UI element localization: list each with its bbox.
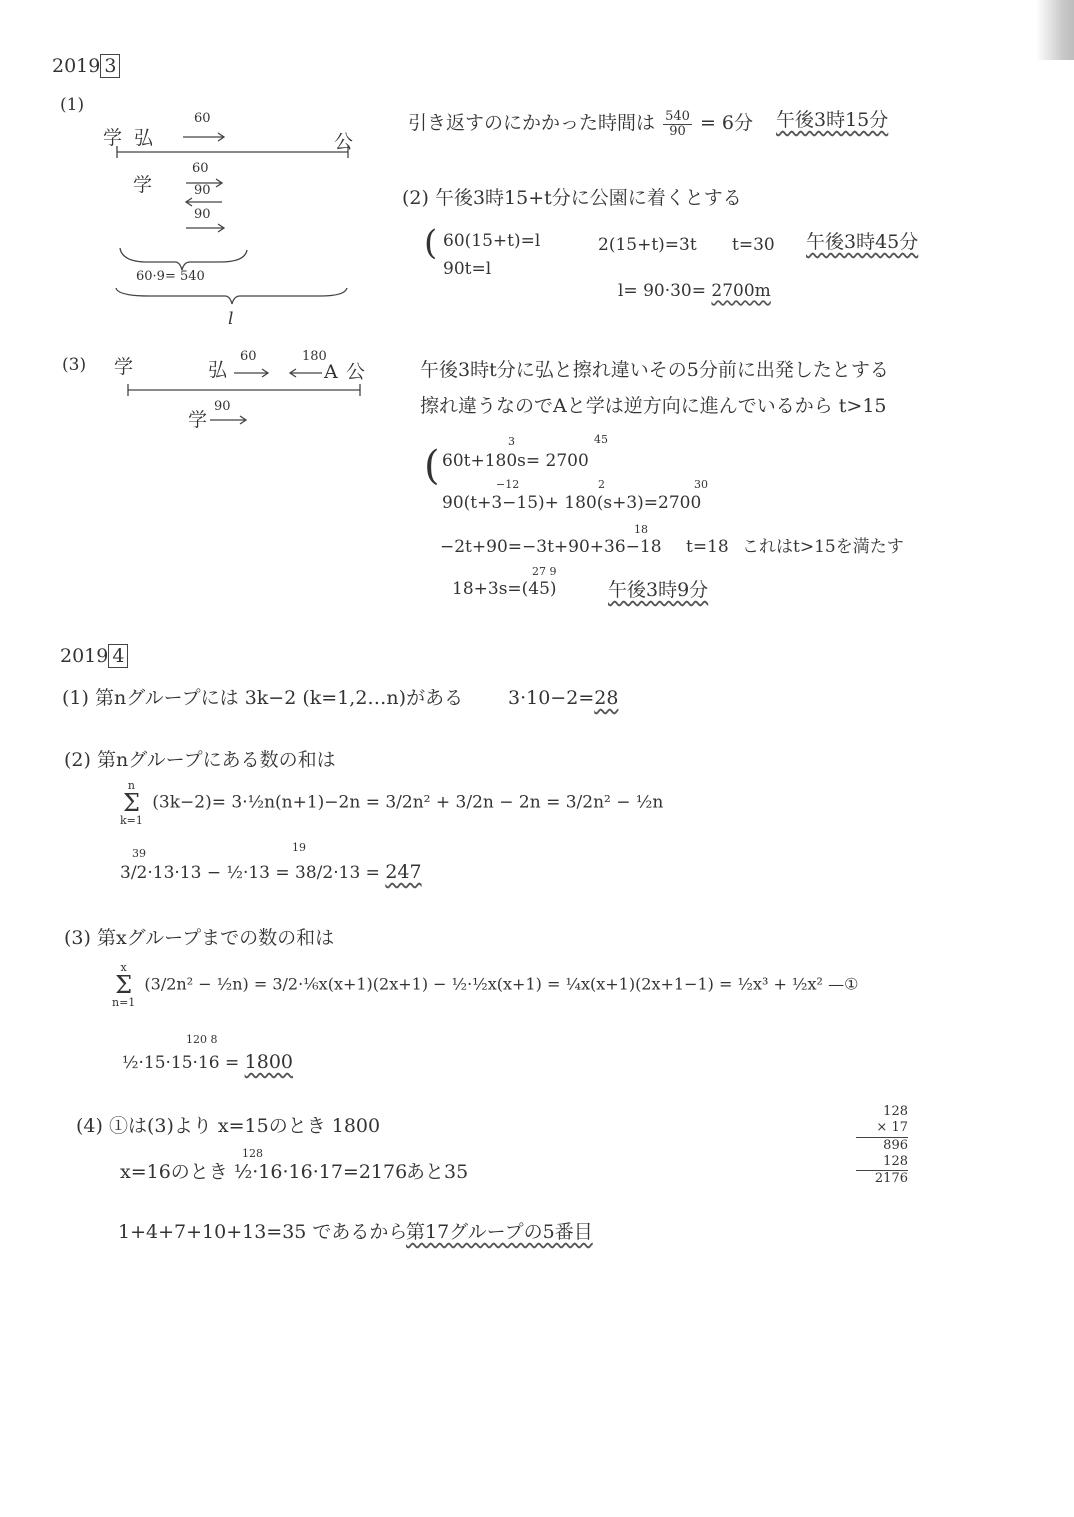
s3-p1-arrow-r60 xyxy=(186,179,222,187)
s3-p3-eq2-note30: 30 xyxy=(694,478,708,491)
s4-p1-text: (1) 第nグループには 3k−2 (k=1,2…n)がある xyxy=(62,687,464,709)
s4-p1-calc-line xyxy=(508,688,618,710)
s4-p2-answer: 247 xyxy=(385,861,422,883)
s4-p2-eq-line xyxy=(120,780,663,826)
s3-p1-fraction xyxy=(663,110,692,138)
s3-p3-label: (3) xyxy=(62,355,87,375)
s3-p2-eq2: 90t=l xyxy=(443,259,492,279)
s4-p3-eq-ref: —① xyxy=(828,974,859,994)
section-3-number: 3 xyxy=(100,54,120,78)
s3-p1-diag-hiro: 弘 xyxy=(134,127,154,149)
s3-p1-brace-small xyxy=(120,248,247,270)
s3-p3-diag-gaku-2: 学 xyxy=(188,409,208,431)
s4-p2-calc-line xyxy=(120,862,422,884)
s4-p3-sigma-bottom: n=1 xyxy=(112,996,136,1009)
s4-p4-line3: 1+4+7+10+13=35 であるから xyxy=(118,1221,408,1243)
s4-p4-line1: (4) ①は(3)より x=15のとき 1800 xyxy=(76,1115,381,1137)
s3-p2-brace: ( xyxy=(424,223,438,263)
mult-row: × 17 xyxy=(856,1120,908,1137)
s3-p2-eq1: 60(15+t)=l xyxy=(443,231,541,251)
s3-p1-brace-large xyxy=(116,288,347,304)
s4-p4-answer: 第17グループの5番目 xyxy=(406,1221,593,1243)
s4-p4-line2-note: 128 xyxy=(242,1147,263,1160)
s4-p1-answer: 28 xyxy=(594,687,619,709)
s3-p1-arrow-60 xyxy=(183,133,224,141)
s3-p1-frac-num: 540 xyxy=(665,109,690,124)
s4-p2-sigma-top: n xyxy=(127,779,135,792)
s3-p1-label: (1) xyxy=(60,95,85,115)
s3-p1-answer: 午後3時15分 xyxy=(776,109,889,131)
s4-p3-answer: 1800 xyxy=(244,1051,293,1073)
s4-p4-line2: x=16のとき ½·16·16·17=2176 xyxy=(120,1161,408,1183)
s3-p1-diag-gaku-2: 学 xyxy=(133,174,153,196)
s4-p1-calc: 3·10−2= xyxy=(508,687,595,709)
s3-p3-eq2-note2: 2 xyxy=(598,478,605,491)
s3-p1-arrow-r90b xyxy=(186,224,224,232)
s3-p3-diag-90: 90 xyxy=(214,399,231,414)
s3-p1-text: 引き返すのにかかった時間は xyxy=(408,112,656,135)
s3-p3-eq2-note-m12: −12 xyxy=(496,478,520,491)
s3-p3-diag-hiro: 弘 xyxy=(208,359,228,381)
section-4-header xyxy=(60,646,128,668)
s3-p2-text: (2) 午後3時15+t分に公園に着くとする xyxy=(402,187,742,209)
s4-p3-sigma-top: x xyxy=(120,961,127,974)
s4-p4-line2-rest: あと35 xyxy=(406,1161,469,1183)
s3-p3-arrow-180 xyxy=(290,369,322,377)
s3-p3-arrow-90 xyxy=(210,416,246,424)
s3-p3-diag-A: A xyxy=(324,361,338,383)
s3-p3-line1: 午後3時t分に弘と擦れ違いその5分前に出発したとする xyxy=(420,359,889,381)
s3-p3-diag-180: 180 xyxy=(302,349,327,364)
s3-p1-diag-return-90b: 90 xyxy=(194,207,211,222)
s3-p3-eq3-t: t=18 xyxy=(686,537,729,557)
s4-p2-eq: (3k−2)= 3·½n(n+1)−2n = 3/2n² + 3/2n − 2n = 3/2n² − ½n xyxy=(152,792,664,813)
s3-p3-arrow-60 xyxy=(234,369,268,377)
s3-p3-eq3-note18: 18 xyxy=(634,523,648,536)
s3-p3-brace: ( xyxy=(424,443,440,489)
s3-p2-l-answer: 2700m xyxy=(711,281,771,301)
s3-p3-eq1-note3: 3 xyxy=(508,435,515,448)
s3-p1-line xyxy=(408,110,753,138)
s3-p1-diag-speed-60: 60 xyxy=(194,111,211,126)
s4-p3-eq: (3/2n² − ½n) = 3/2·⅙x(x+1)(2x+1) − ½·½x(x+1) = ¼x(x+1)(2x+1−1) = ½x³ + ½x² xyxy=(144,974,823,994)
s3-p3-eq1: 60t+180s= 2700 xyxy=(442,451,589,471)
s4-p2-calc-note2: 19 xyxy=(292,841,306,854)
s3-p2-t-result: t=30 xyxy=(732,235,775,255)
s3-p3-eq3: −2t+90=−3t+90+36−18 xyxy=(440,537,662,557)
section-3-year: 2019 xyxy=(52,55,101,77)
s4-p3-sigma-glyph: Σ xyxy=(115,971,133,999)
s4-p2-calc: 3/2·13·13 − ½·13 = 38/2·13 = xyxy=(120,863,380,883)
s3-p1-diag-return-90a: 90 xyxy=(194,183,211,198)
s4-p3-text: (3) 第xグループまでの数の和は xyxy=(64,927,335,949)
section-4-number: 4 xyxy=(108,644,128,668)
s3-p3-eq1-note45: 45 xyxy=(594,433,608,446)
s3-p1-arrow-r90a-back xyxy=(186,198,222,206)
s3-p3-eq2: 90(t+3−15)+ 180(s+3)=2700 xyxy=(442,493,702,513)
s3-p1-diag-l: l xyxy=(228,309,234,329)
s3-p3-line2: 擦れ違うなのでAと学は逆方向に進んでいるから t>15 xyxy=(420,395,887,417)
s4-p4-multiplication xyxy=(856,1104,908,1187)
s3-p3-answer: 午後3時9分 xyxy=(608,579,709,601)
s4-p2-sigma-bottom: k=1 xyxy=(120,814,143,827)
s3-p2-l-calc-text: l= 90·30= xyxy=(618,281,706,301)
mult-row: 896 xyxy=(883,1137,908,1153)
s4-p3-calc: ½·15·15·16 = xyxy=(122,1053,240,1073)
mult-row: 2176 xyxy=(874,1171,908,1186)
s4-p3-calc-note: 120 8 xyxy=(186,1033,218,1046)
s4-p2-text: (2) 第nグループにある数の和は xyxy=(64,749,336,771)
s4-p3-calc-line xyxy=(122,1052,293,1074)
s3-p1-diag-brace-label: 60·9= 540 xyxy=(136,269,205,284)
s3-p3-diag-park: 公 xyxy=(346,361,366,383)
s3-p3-diag-60: 60 xyxy=(240,349,257,364)
s3-p2-l-calc xyxy=(618,282,771,302)
mult-row: 128 xyxy=(883,1104,908,1119)
s4-p2-calc-note1: 39 xyxy=(132,847,146,860)
mult-row: 128 xyxy=(856,1154,908,1171)
section-4-year: 2019 xyxy=(60,645,109,667)
s4-p3-sigma xyxy=(112,962,135,1008)
s4-p2-sigma xyxy=(120,780,143,826)
s3-p3-sum-note: 27 9 xyxy=(532,565,557,578)
s4-p3-eq-line xyxy=(112,962,858,1008)
s3-p3-eq3-note: これはt>15を満たす xyxy=(742,537,904,557)
s3-p3-sum-calc: 18+3s=(45) xyxy=(452,579,557,599)
s3-p1-frac-den: 90 xyxy=(669,123,686,139)
s3-p1-diag-gaku: 学 xyxy=(103,127,123,149)
s3-p2-answer: 午後3時45分 xyxy=(806,231,919,253)
s3-p1-eq: = 6分 xyxy=(699,112,753,135)
s3-p3-diag-gaku: 学 xyxy=(114,356,134,378)
s4-p2-sigma-glyph: Σ xyxy=(122,789,140,817)
s3-p1-diag-park: 公 xyxy=(334,131,354,153)
s3-p1-diag-return-60: 60 xyxy=(192,161,209,176)
s3-p2-derive: 2(15+t)=3t xyxy=(598,235,697,255)
